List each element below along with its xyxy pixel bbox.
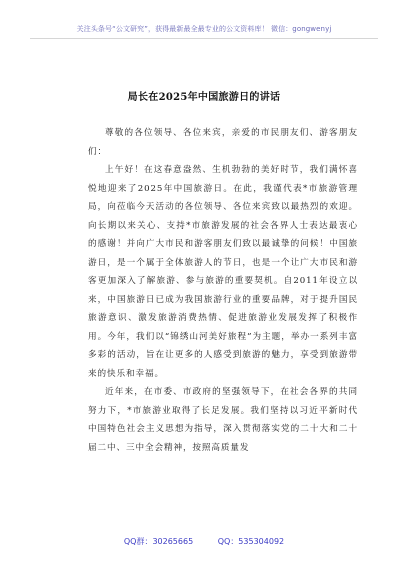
paragraph-2: 近年来，在市委、市政府的坚强领导下，在社会各界的共同努力下，*市旅游业取得了长足发展。我们坚持以习近平新时代中国特色社会主义思想为指导，深入贯彻落实党的二十大和二十届二中、三中全会精神，按照高质量发: [88, 387, 358, 453]
header-notice: 关注头条号“公文研究”，获得最新最全最专业的公文资料库！ 微信：gongwenyj: [76, 25, 332, 33]
header-divider: [30, 38, 378, 39]
salutation: 尊敬的各位领导、各位来宾，亲爱的市民朋友们、游客朋友们：: [88, 128, 358, 157]
footer-qq: QQ：535304092: [217, 537, 285, 546]
document-body: [88, 124, 358, 457]
paragraph-1: 上午好！在这春意盎然、生机勃勃的美好时节，我们满怀喜悦地迎来了2025年中国旅游日。在此，我谨代表*市旅游管理局，向莅临今天活动的各位领导、各位来宾致以最热烈的欢迎。向长期以来关心、支持*市旅游发展的社会各界人士表达最衷心的感谢！并向广大市民和游客朋友们致以最诚挚的问候！中国旅游日，是一个属于全体旅游人的节日，也是一个让广大市民和游客更加深入了解旅游、参与旅游的重要契机。自2011年设立以来，中国旅游日已成为我国旅游行业的重要品牌，对于提升国民旅游意识、激发旅游消费热情、促进旅游业发展发挥了积极作用。今年，我们以“锦绣山河美好旅程”为主题，举办一系列丰富多彩的活动，旨在让更多的人感受到旅游的魅力，享受到旅游带来的快乐和幸福。: [88, 165, 358, 379]
footer-contacts: [0, 536, 408, 547]
footer-qq-group: QQ群：30265665: [123, 537, 194, 546]
document-title: 局长在2025年中国旅游日的讲话: [127, 92, 281, 103]
